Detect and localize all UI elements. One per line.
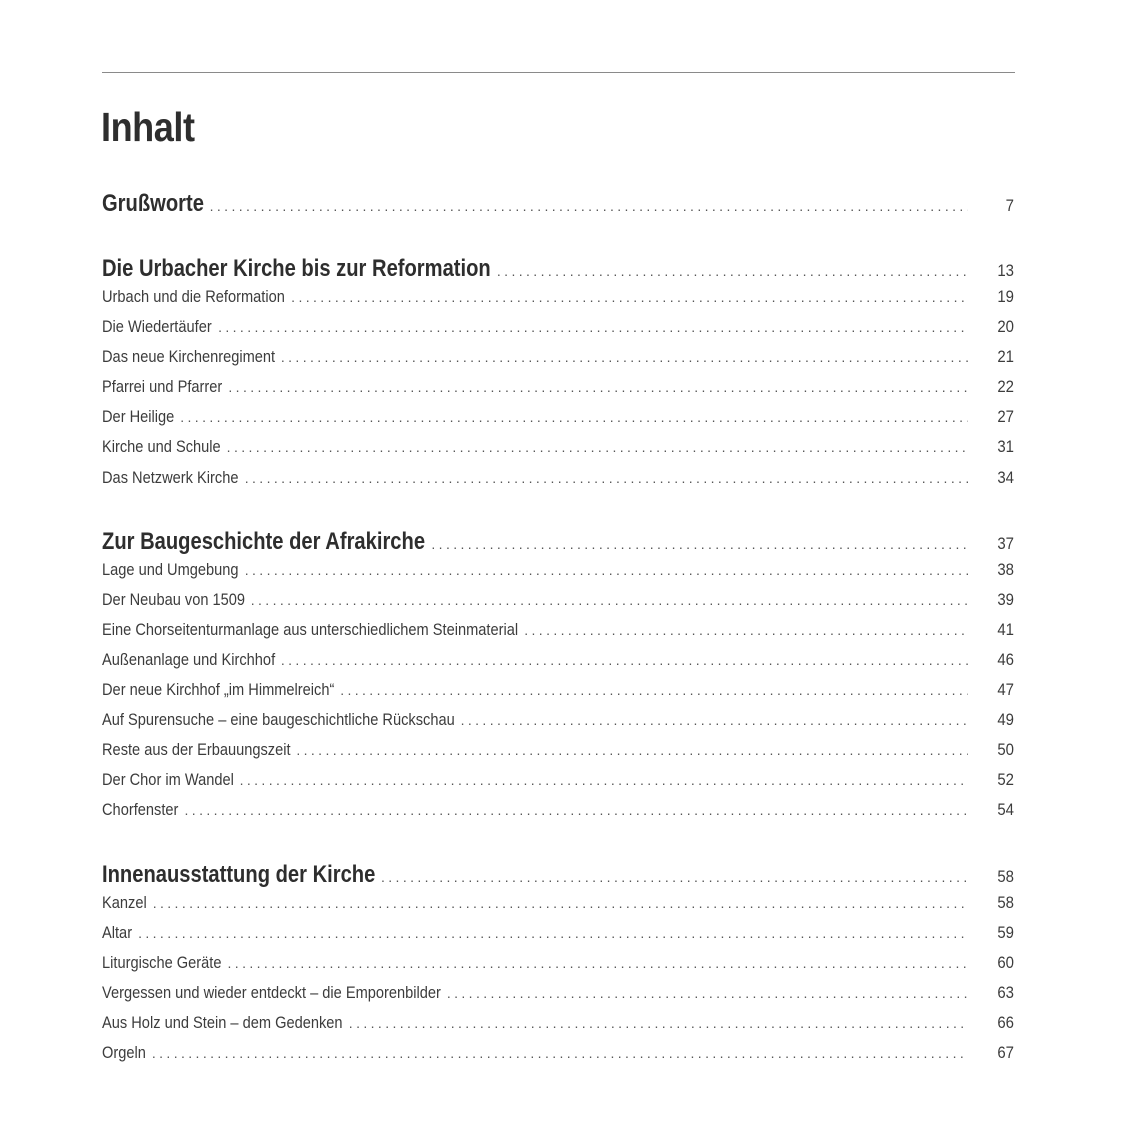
toc-page-number: 39 (997, 589, 1014, 609)
dot-leader (228, 955, 968, 971)
toc-page-number: 13 (997, 261, 1014, 280)
dot-leader (245, 470, 968, 486)
toc-page-number: 37 (997, 533, 1014, 553)
toc-entry-title: Der neue Kirchhof „im Himmelreich“ (102, 680, 335, 700)
toc-section-heading[interactable] (102, 255, 1014, 287)
toc-section (102, 190, 1014, 222)
toc-entry-title: Das neue Kirchenregiment (102, 347, 276, 367)
dot-leader (210, 198, 968, 214)
toc-page-number: 58 (997, 866, 1014, 886)
dot-leader (185, 802, 968, 818)
toc-entry-title: Die Wiedertäufer (102, 317, 212, 337)
toc-entry[interactable] (102, 800, 1014, 830)
toc-entry-title: Altar (102, 922, 133, 942)
dot-leader (381, 869, 968, 885)
toc-page-number: 38 (997, 559, 1014, 579)
page-title: Inhalt (101, 104, 195, 150)
toc-entry-title: Vergessen und wieder entdeckt – die Emporenbilder (102, 982, 441, 1002)
dot-leader (349, 1015, 968, 1031)
dot-leader (245, 562, 968, 578)
toc-page-number: 59 (997, 922, 1014, 942)
dot-leader (497, 263, 968, 279)
toc-entry-title: Reste aus der Erbauungszeit (102, 740, 291, 760)
dot-leader (153, 895, 968, 911)
toc-entry[interactable] (102, 893, 1014, 923)
toc-page-number: 63 (997, 982, 1014, 1002)
toc-entry-title: Der Neubau von 1509 (102, 589, 246, 609)
toc-entry[interactable] (102, 620, 1014, 650)
toc-entry-title: Liturgische Geräte (102, 952, 222, 972)
toc-entry-title: Pfarrei und Pfarrer (102, 377, 223, 397)
toc-page-number: 47 (997, 680, 1014, 700)
toc-page-number: 54 (997, 800, 1014, 820)
toc-section-heading[interactable] (102, 190, 1014, 222)
section-spacer (102, 222, 1014, 255)
toc-page-number: 41 (997, 619, 1014, 639)
toc-section-heading[interactable] (102, 528, 1014, 560)
header-rule (102, 72, 1015, 73)
dot-leader (296, 742, 968, 758)
toc-section (102, 528, 1014, 831)
dot-leader (281, 349, 968, 365)
toc-section (102, 255, 1014, 498)
dot-leader (340, 682, 968, 698)
toc-heading-title: Zur Baugeschichte der Afrakirche (102, 527, 426, 555)
toc-entry[interactable] (102, 710, 1014, 740)
toc-page-number: 20 (997, 317, 1014, 337)
toc-entry[interactable] (102, 407, 1014, 437)
toc-entry[interactable] (102, 740, 1014, 770)
toc-entry[interactable] (102, 770, 1014, 800)
toc-section-heading[interactable] (102, 861, 1014, 893)
section-spacer (102, 831, 1014, 861)
toc-entry[interactable] (102, 468, 1014, 498)
toc-entry-title: Das Netzwerk Kirche (102, 467, 239, 487)
toc-entry[interactable] (102, 590, 1014, 620)
toc-entry[interactable] (102, 560, 1014, 590)
toc-entry-title: Orgeln (102, 1042, 146, 1062)
dot-leader (461, 712, 968, 728)
toc-entry-title: Urbach und die Reformation (102, 287, 285, 306)
toc-entry[interactable] (102, 923, 1014, 953)
dot-leader (251, 592, 968, 608)
toc-page-number: 31 (997, 437, 1014, 457)
toc-heading-title: Die Urbacher Kirche bis zur Reformation (102, 255, 491, 282)
toc-entry[interactable] (102, 377, 1014, 407)
toc-entry-title: Eine Chorseitenturmanlage aus unterschiedlichem Steinmaterial (102, 619, 519, 639)
toc-entry[interactable] (102, 317, 1014, 347)
toc-entry-title: Kirche und Schule (102, 437, 221, 457)
toc-entry-title: Auf Spurensuche – eine baugeschichtliche Rückschau (102, 710, 455, 730)
toc-page-number: 7 (1005, 196, 1014, 215)
dot-leader (431, 536, 968, 552)
toc-entry[interactable] (102, 347, 1014, 377)
toc-page-number: 50 (997, 740, 1014, 760)
toc-entry-title: Aus Holz und Stein – dem Gedenken (102, 1012, 343, 1032)
toc-page-number: 66 (997, 1012, 1014, 1032)
toc-entry[interactable] (102, 437, 1014, 467)
toc-page-number: 49 (997, 710, 1014, 730)
dot-leader (291, 289, 968, 305)
dot-leader (180, 409, 968, 425)
toc-entry[interactable] (102, 953, 1014, 983)
toc-entry-title: Chorfenster (102, 800, 179, 820)
dot-leader (281, 652, 968, 668)
toc-section (102, 861, 1014, 1074)
toc-entry[interactable] (102, 1013, 1014, 1043)
toc-entry[interactable] (102, 680, 1014, 710)
dot-leader (218, 319, 968, 335)
toc-page-number: 22 (997, 377, 1014, 397)
toc-heading-title: Grußworte (102, 190, 204, 217)
toc-entry[interactable] (102, 650, 1014, 680)
toc-page-number: 34 (997, 467, 1014, 487)
dot-leader (138, 925, 968, 941)
toc-entry-title: Kanzel (102, 892, 147, 912)
toc-page-number: 60 (997, 952, 1014, 972)
toc-page-number: 58 (997, 892, 1014, 912)
toc-heading-title: Innenausstattung der Kirche (102, 860, 376, 888)
toc-entry[interactable] (102, 287, 1014, 317)
dot-leader (240, 772, 968, 788)
toc-entry-title: Lage und Umgebung (102, 559, 239, 579)
dot-leader (524, 622, 968, 638)
dot-leader (228, 379, 968, 395)
dot-leader (227, 439, 968, 455)
toc-entry-title: Der Chor im Wandel (102, 770, 234, 790)
toc-entry-title: Außenanlage und Kirchhof (102, 649, 276, 669)
toc-entry[interactable] (102, 983, 1014, 1013)
toc-page-number: 19 (997, 287, 1014, 306)
toc-page-number: 27 (997, 407, 1014, 427)
dot-leader (447, 985, 968, 1001)
toc-entry[interactable] (102, 1043, 1014, 1073)
toc-entry-title: Der Heilige (102, 407, 175, 427)
toc-page-number: 46 (997, 649, 1014, 669)
table-of-contents (102, 190, 1014, 1073)
toc-page-number: 21 (997, 347, 1014, 367)
dot-leader (152, 1045, 968, 1061)
section-spacer (102, 498, 1014, 528)
toc-page-number: 67 (997, 1042, 1014, 1062)
toc-page-number: 52 (997, 770, 1014, 790)
